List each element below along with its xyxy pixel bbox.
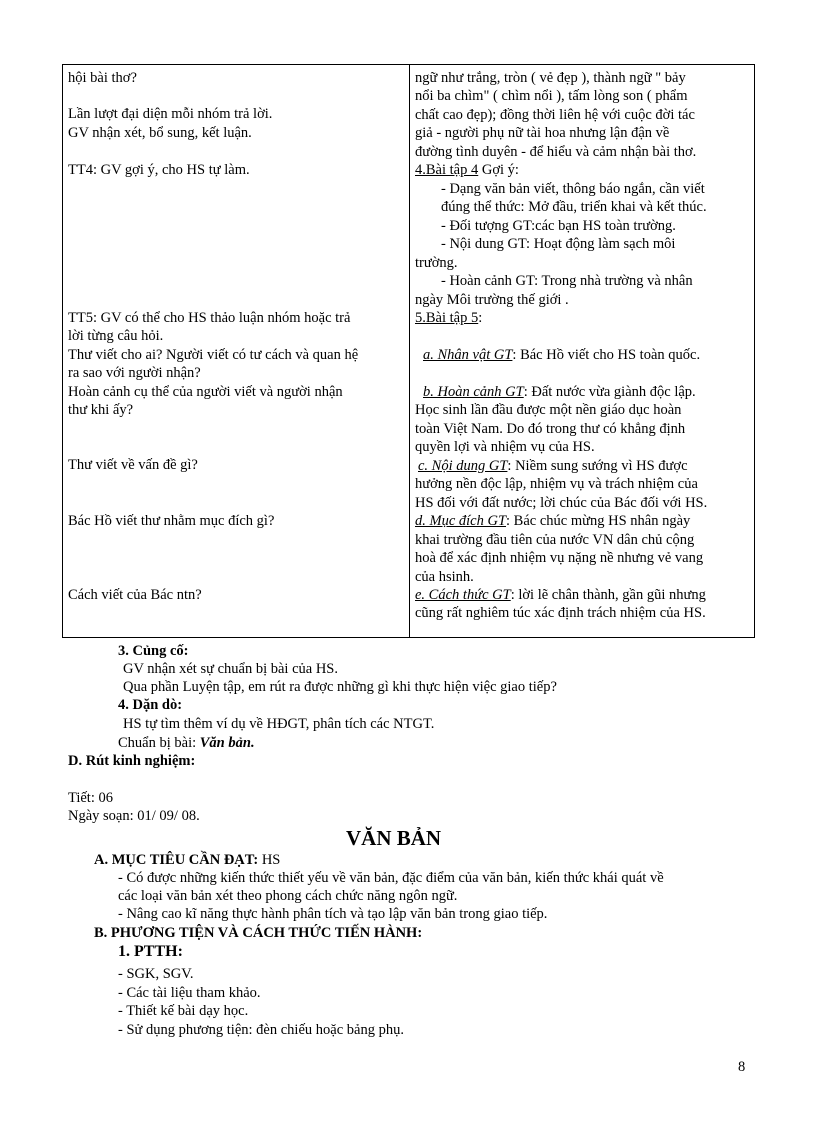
left-cell-line: Lần lượt đại diện mỗi nhóm trả lời. [68,106,273,122]
consolidation-heading: 3. Củng cố: [118,643,189,659]
item-d [415,512,690,530]
item-c [418,457,688,475]
experience-heading: D. Rút kinh nghiệm: [68,753,196,769]
prepare-date: Ngày soạn: 01/ 09/ 08. [68,808,200,824]
item-a-text: : Bác Hồ viết cho HS toàn quốc. [512,347,701,363]
right-cell-line: ngày Môi trường thế giới . [415,292,569,308]
ptth-heading: 1. PTTH: [118,943,183,960]
item-e [415,586,706,604]
exercise-5-heading [415,309,482,327]
right-cell-line: của hsinh. [415,569,474,585]
item-e-text: : lời lẽ chân thành, gần gũi nhưng [510,587,706,603]
item-b [423,383,696,401]
right-cell-line: hoà để xác định nhiệm vụ nặng nề nhưng vẻ vang [415,550,704,566]
resource-item: - Sử dụng phương tiện: đèn chiếu hoặc bảng phụ. [118,1022,404,1038]
left-cell-line: Bác Hồ viết thư nhằm mục đích gì? [68,513,275,529]
section-a-heading [94,851,280,869]
right-cell-line: hưởng nền độc lập, nhiệm vụ và trách nhiệm của [415,476,698,492]
right-cell-line: Học sinh lần đầu được một nền giáo dục hoàn [415,402,682,418]
objective-line: - Có được những kiến thức thiết yếu về văn bản, đặc điểm của văn bản, kiến thức khái quát về [118,870,664,886]
exercise-5-colon: : [478,310,483,326]
item-c-text: : Niềm sung sướng vì HS được [507,458,688,474]
homework-heading: 4. Dặn dò: [118,697,183,713]
section-a-suffix: HS [258,852,281,868]
right-cell-line: trường. [415,255,458,271]
item-d-text: : Bác chúc mừng HS nhân ngày [506,513,691,529]
left-cell-line: ra sao với người nhận? [68,365,201,381]
left-cell-line: TT5: GV có thể cho HS thảo luận nhóm hoặc trả [68,310,351,326]
item-a [423,346,700,364]
left-cell-line: Thư viết về vấn đề gì? [68,457,198,473]
right-cell-line: - Dạng văn bản viết, thông báo ngắn, cần viết [441,181,705,197]
objective-line: - Nâng cao kĩ năng thực hành phân tích và tạo lập văn bản trong giao tiếp. [118,906,548,922]
item-e-label: e. Cách thức GT [415,587,511,603]
consolidation-line: Qua phần Luyện tập, em rút ra được những gì khi thực hiện việc giao tiếp? [123,679,557,695]
right-cell-line: đúng thể thức: Mở đầu, triển khai và kết thúc. [441,199,707,215]
resource-item: - Các tài liệu tham khảo. [118,985,261,1001]
exercise-4-label: 4.Bài tập 4 [415,162,479,178]
column-divider [409,65,410,637]
item-a-label: a. Nhân vật GT [423,347,513,363]
page-number: 8 [738,1059,746,1075]
left-cell-line: Thư viết cho ai? Người viết có tư cách và quan hệ [68,347,359,363]
right-cell-line: đường tình duyên - để hiểu và cảm nhận bài thơ. [415,144,697,160]
next-lesson-title: Văn bản. [199,735,255,751]
left-cell-line: lời từng câu hỏi. [68,328,164,344]
right-cell-line: nổi ba chìm" ( chìm nổi ), tấm lòng son ( phẩm [415,88,688,104]
resource-item: - Thiết kế bài dạy học. [118,1003,249,1019]
right-cell-line: - Nội dung GT: Hoạt động làm sạch môi [441,236,676,252]
page-title: VĂN BẢN [346,826,442,850]
item-d-label: d. Mục đích GT [415,513,507,529]
left-cell-line: TT4: GV gợi ý, cho HS tự làm. [68,162,250,178]
lesson-number: Tiết: 06 [68,790,113,806]
right-cell-line: ngữ như trắng, tròn ( vẻ đẹp ), thành ngữ " bảy [415,70,686,86]
right-cell-line: - Hoàn cảnh GT: Trong nhà trường và nhân [441,273,693,289]
consolidation-line: GV nhận xét sự chuẩn bị bài của HS. [123,661,338,677]
resource-item: - SGK, SGV. [118,966,194,982]
right-cell-line: toàn Việt Nam. Do đó trong thư có khẳng định [415,421,686,437]
left-cell-line: thư khi ấy? [68,402,134,418]
left-cell-line: GV nhận xét, bổ sung, kết luận. [68,125,252,141]
prepare-label: Chuẩn bị bài: [118,735,200,751]
item-b-text: : Đất nước vừa giành độc lập. [523,384,696,400]
homework-line [118,734,255,752]
right-cell-line: chất cao đẹp); đồng thời liên hệ với cuộc đời tác [415,107,695,123]
right-cell-line: quyền lợi và nhiệm vụ của HS. [415,439,595,455]
left-cell-line: Cách viết của Bác ntn? [68,587,202,603]
objective-line: các loại văn bản xét theo phong cách chức năng ngôn ngữ. [118,888,458,904]
right-cell-line: cũng rất nghiêm túc xác định trách nhiệm của HS. [415,605,706,621]
left-cell-line: Hoàn cảnh cụ thể của người viết và người nhận [68,384,343,400]
item-b-label: b. Hoàn cảnh GT [423,384,524,400]
section-b-heading: B. PHƯƠNG TIỆN VÀ CÁCH THỨC TIẾN HÀNH: [94,925,423,941]
right-cell-line: giả - người phụ nữ tài hoa nhưng lận đận về [415,125,670,141]
item-c-label: c. Nội dung GT [418,458,508,474]
right-cell-line: HS đối với đất nước; lời chúc của Bác đối với HS. [415,495,708,511]
exercise-4-heading [415,161,519,179]
right-cell-line: khai trường đầu tiên của nước VN dân chủ cộng [415,532,695,548]
right-cell-line: - Đối tượng GT:các bạn HS toàn trường. [441,218,676,234]
exercise-5-label: 5.Bài tập 5 [415,310,479,326]
left-cell-line: hội bài thơ? [68,70,137,86]
section-a-label: A. MỤC TIÊU CẦN ĐẠT: [94,852,259,868]
exercise-4-hint: Gợi ý: [478,162,519,178]
homework-line: HS tự tìm thêm ví dụ về HĐGT, phân tích các NTGT. [123,716,435,732]
